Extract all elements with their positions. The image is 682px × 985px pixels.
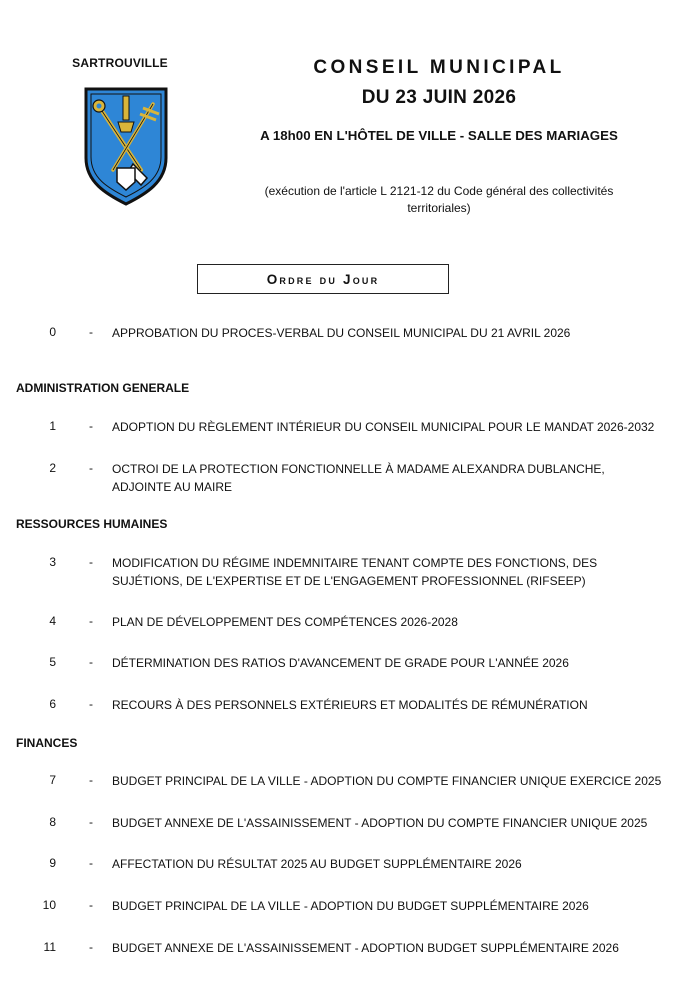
agenda-item-line: OCTROI DE LA PROTECTION FONCTIONNELLE À MADAME ALEXANDRA DUBLANCHE, [112, 462, 605, 476]
agenda-item-dash: - [89, 461, 93, 475]
agenda-item-text [112, 555, 667, 590]
agenda-item-dash: - [89, 555, 93, 569]
agenda-item-dash: - [89, 325, 93, 339]
agenda-item-text [112, 940, 667, 958]
section-heading-human-resources: RESSOURCES HUMAINES [16, 517, 168, 531]
agenda-item-text [112, 614, 667, 632]
meeting-venue: A 18h00 EN L'HÔTEL DE VILLE - SALLE DES MARIAGES [260, 128, 618, 143]
agenda-item-line: BUDGET PRINCIPAL DE LA VILLE - ADOPTION DU COMPTE FINANCIER UNIQUE EXERCICE 2025 [112, 774, 662, 788]
agenda-item-text [112, 898, 667, 916]
agenda-item-line: BUDGET ANNEXE DE L'ASSAINISSEMENT - ADOPTION BUDGET SUPPLÉMENTAIRE 2026 [112, 941, 619, 955]
agenda-item-dash: - [89, 815, 93, 829]
agenda-item-text [112, 815, 667, 833]
agenda-item-line: DÉTERMINATION DES RATIOS D'AVANCEMENT DE GRADE POUR L'ANNÉE 2026 [112, 656, 569, 670]
agenda-item-line: RECOURS À DES PERSONNELS EXTÉRIEURS ET MODALITÉS DE RÉMUNÉRATION [112, 698, 588, 712]
agenda-item-line: PLAN DE DÉVELOPPEMENT DES COMPÉTENCES 2026-2028 [112, 615, 458, 629]
agenda-item-line: ADJOINTE AU MAIRE [112, 479, 233, 494]
agenda-item-number: 10 [42, 898, 56, 912]
agenda-item-number: 6 [49, 697, 56, 711]
agenda-item-line: BUDGET ANNEXE DE L'ASSAINISSEMENT - ADOPTION DU COMPTE FINANCIER UNIQUE 2025 [112, 816, 648, 830]
agenda-item-text [112, 856, 667, 874]
legal-note-line1: (exécution de l'article L 2121-12 du Code général des collectivités [264, 184, 614, 198]
agenda-item-number: 2 [49, 461, 56, 475]
agenda-item-line: AFFECTATION DU RÉSULTAT 2025 AU BUDGET SUPPLÉMENTAIRE 2026 [112, 857, 522, 871]
agenda-item-number: 11 [43, 940, 56, 954]
agenda-item-dash: - [89, 419, 93, 433]
agenda-item-dash: - [89, 773, 93, 787]
agenda-title: Ordre du Jour [197, 264, 449, 294]
coat-of-arms-logo [83, 86, 169, 208]
agenda-item-line: ADOPTION DU RÈGLEMENT INTÉRIEUR DU CONSEIL MUNICIPAL POUR LE MANDAT 2026-2032 [112, 420, 655, 434]
legal-note-line2: territoriales) [407, 201, 471, 215]
council-title: CONSEIL MUNICIPAL [313, 57, 565, 78]
section-heading-administration: ADMINISTRATION GENERALE [16, 381, 190, 395]
meeting-date: DU 23 JUIN 2026 [361, 87, 517, 108]
agenda-item-number: 7 [49, 773, 56, 787]
agenda-item-text [112, 419, 667, 437]
agenda-item-number: 4 [49, 614, 56, 628]
agenda-item-text [112, 461, 667, 496]
agenda-item-dash: - [89, 898, 93, 912]
agenda-item-number: 5 [49, 655, 56, 669]
agenda-item-text [112, 325, 667, 343]
agenda-item-line: APPROBATION DU PROCES-VERBAL DU CONSEIL MUNICIPAL DU 21 AVRIL 2026 [112, 326, 571, 340]
agenda-item-number: 9 [49, 856, 56, 870]
agenda-item-text [112, 655, 667, 673]
agenda-item-number: 3 [49, 555, 56, 569]
agenda-item-text [112, 697, 667, 715]
agenda-item-number: 8 [49, 815, 56, 829]
agenda-item-dash: - [89, 614, 93, 628]
legal-note [240, 183, 638, 217]
agenda-item-line: SUJÉTIONS, DE L'EXPERTISE ET DE L'ENGAGEMENT PROFESSIONNEL (RIFSEEP) [112, 573, 586, 588]
agenda-item-number: 0 [49, 325, 56, 339]
section-heading-finances: FINANCES [16, 736, 78, 750]
agenda-item-dash: - [89, 697, 93, 711]
agenda-item-dash: - [89, 655, 93, 669]
agenda-item-dash: - [89, 940, 93, 954]
agenda-item-text [112, 773, 667, 791]
town-name: SARTROUVILLE [72, 56, 168, 70]
agenda-item-number: 1 [49, 419, 56, 433]
agenda-item-dash: - [89, 856, 93, 870]
agenda-item-line: BUDGET PRINCIPAL DE LA VILLE - ADOPTION DU BUDGET SUPPLÉMENTAIRE 2026 [112, 899, 589, 913]
agenda-item-line: MODIFICATION DU RÉGIME INDEMNITAIRE TENANT COMPTE DES FONCTIONS, DES [112, 556, 598, 570]
